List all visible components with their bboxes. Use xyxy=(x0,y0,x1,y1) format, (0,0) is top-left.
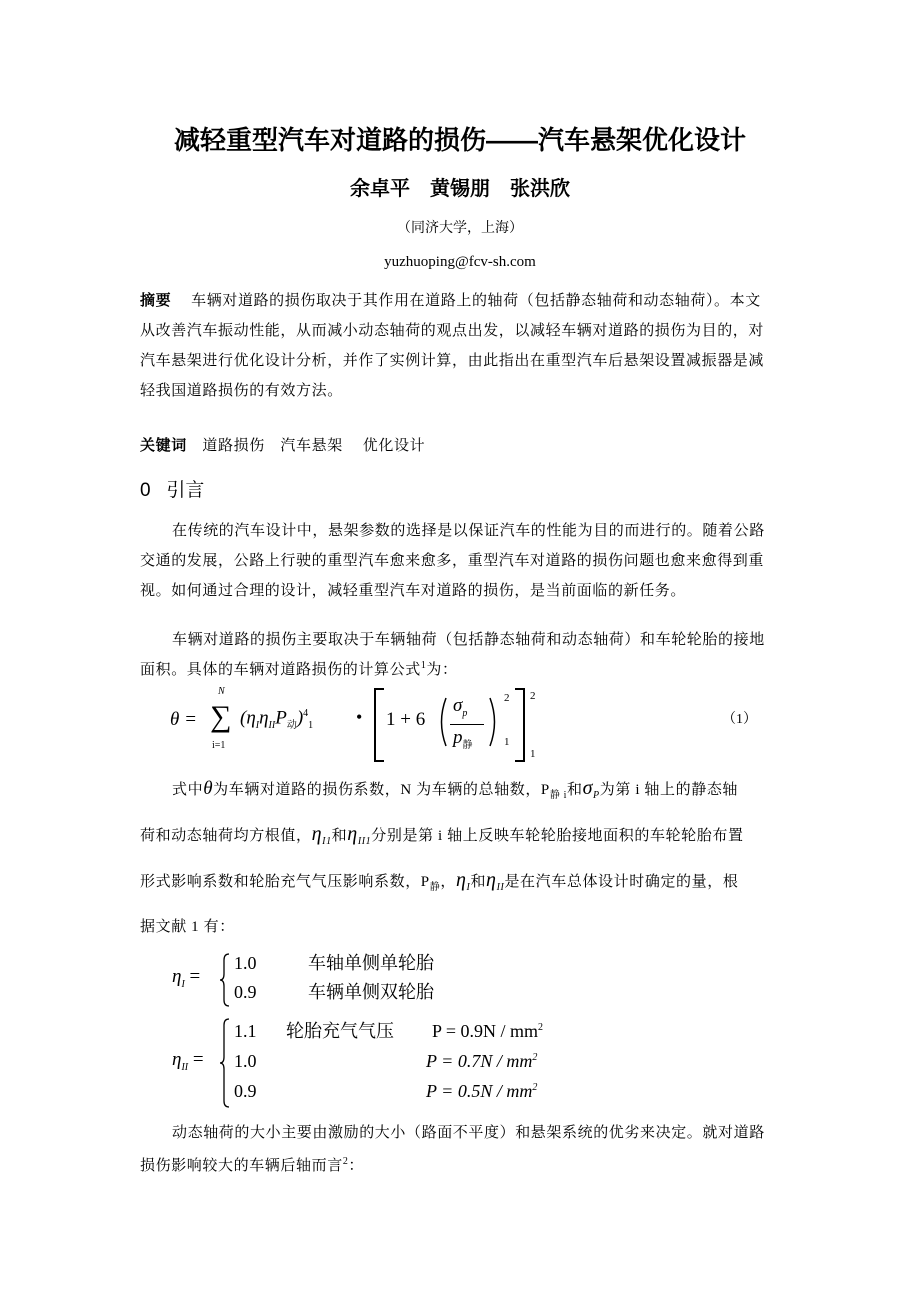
brace xyxy=(220,1019,230,1107)
paragraph-line: 面积。具体的车辆对道路损伤的计算公式$^1$为： xyxy=(140,660,458,678)
paragraph-line: 形式影响系数和轮胎充气气压影响系数，$P_静$，$\eta_I$和$\eta_{II}$是在汽车总体设计时确定的量，根 xyxy=(140,869,739,893)
keywords-text: 道路损伤 汽车悬架 优化设计 xyxy=(202,438,426,454)
paragraph-line: 式中θ为车辆对道路的损伤系数，N 为车辆的总轴数，$P_{静 i}$和$\sigma_P$为第 i 轴上的静态轴 xyxy=(172,777,739,801)
equation-eta-I: $\eta_I$ = 1.0 车轴单侧单轮胎 0.9 车辆单侧双轮胎 xyxy=(172,950,672,1010)
authors: 余卓平 黄锡朋 张洪欣 xyxy=(350,178,570,200)
equation-eta-II: $\eta_{II}$ = 1.1 轮胎充气气压 $P = 0.9N / mm^2$ 1.0 $P = 0.7N / mm^2$ 0.9 $P = 0.5N / mm^2$ xyxy=(172,1015,672,1110)
citation: 2 xyxy=(342,1156,349,1167)
abstract-line: 汽车悬架进行优化设计分析，并作了实例计算，由此指出在重型汽车后悬架设置减振器是减 xyxy=(140,353,765,369)
paragraph-line: 荷和动态轴荷均方根值，$\eta_{I1}$和$\eta_{II1}$分别是第 i 轴上反映车轮轮胎接地面积的车轮轮胎布置 xyxy=(140,823,744,847)
abstract-label: 摘要 xyxy=(140,292,172,309)
abstract-line xyxy=(140,289,761,310)
section-heading xyxy=(140,475,204,502)
section-title: 引言 xyxy=(166,480,205,501)
abstract-line: 轻我国道路损伤的有效方法。 xyxy=(140,383,343,399)
keywords xyxy=(140,434,425,455)
right-paren xyxy=(488,698,500,746)
right-bracket xyxy=(515,688,525,762)
affiliation: （同济大学，上海） xyxy=(397,221,523,236)
paragraph-line: 在传统的汽车设计中，悬架参数的选择是以保证汽车的性能为目的而进行的。随着公路 xyxy=(172,523,765,539)
paragraph-line: 交通的发展，公路上行驶的重型汽车愈来愈多，重型汽车对道路的损伤问题也愈来愈得到重 xyxy=(140,553,765,569)
brace xyxy=(220,954,230,1006)
left-bracket xyxy=(374,688,384,762)
abstract-line: 从改善汽车振动性能，从而减小动态轴荷的观点出发，以减轻车辆对道路的损伤为目的，对 xyxy=(140,323,765,339)
left-paren xyxy=(436,698,448,746)
abstract-text: 车辆对道路的损伤取决于其作用在道路上的轴荷（包括静态轴荷和动态轴荷）。本文 xyxy=(191,293,761,309)
email: yuzhuoping@fcv-sh.com xyxy=(384,254,536,270)
equation-number: （1） xyxy=(722,712,757,727)
keywords-label: 关键词 xyxy=(140,437,187,454)
paper-title: 减轻重型汽车对道路的损伤——汽车悬架优化设计 xyxy=(173,125,746,155)
section-number: 0 xyxy=(140,480,151,501)
paragraph-line: 动态轴荷的大小主要由激励的大小（路面不平度）和悬架系统的优劣来决定。就对道路 xyxy=(172,1125,765,1141)
citation: 1 xyxy=(420,660,427,671)
paragraph-line: 损伤影响较大的车辆后轴而言$^2$： xyxy=(140,1156,365,1174)
fraction-bar xyxy=(450,724,484,725)
paragraph-line: 据文献 1 有： xyxy=(140,919,235,935)
equation-1: θ = N ∑ i=1 $(\eta_I\eta_{II}P_动)^4_1$ • 1 + 6 $\sigma_p$ $p_静$ 2 1 2 1 （1） xyxy=(170,686,757,760)
paragraph-line: 视。如何通过合理的设计，减轻重型汽车对道路的损伤，是当前面临的新任务。 xyxy=(140,583,687,599)
sum-symbol: ∑ xyxy=(210,700,232,733)
paragraph-line: 车辆对道路的损伤主要取决于车辆轴荷（包括静态轴荷和动态轴荷）和车轮轮胎的接地 xyxy=(172,632,765,648)
